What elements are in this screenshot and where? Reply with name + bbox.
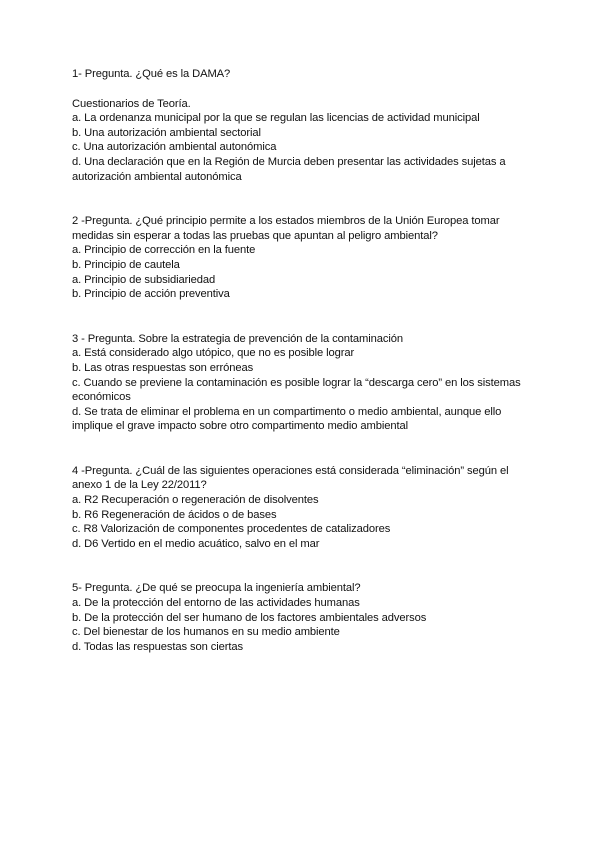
option: b. Una autorización ambiental sectorial <box>72 126 261 139</box>
question-1-subtitle: Cuestionarios de Teoría. <box>72 97 191 110</box>
question-5-title: 5- Pregunta. ¿De qué se preocupa la ingeniería ambiental? <box>72 582 361 595</box>
question-5-options <box>72 596 532 654</box>
question-4 <box>72 464 532 552</box>
option: b. R6 Regeneración de ácidos o de bases <box>72 508 277 521</box>
option: b. Principio de acción preventiva <box>72 288 230 301</box>
question-1 <box>72 67 532 184</box>
option: a. Está considerado algo utópico, que no es posible lograr <box>72 347 355 360</box>
question-1-title: 1- Pregunta. ¿Qué es la DAMA? <box>72 68 231 80</box>
option: d. D6 Vertido en el medio acuático, salvo en el mar <box>72 537 320 550</box>
option: d. Se trata de eliminar el problema en un compartimento o medio ambiental, aunque ello implique el grave impacto sobre otro compartimento medio ambiental <box>72 405 502 433</box>
option: c. Cuando se previene la contaminación es posible lograr la “descarga cero” en los sistemas económicos <box>72 376 521 404</box>
document-page <box>72 67 532 654</box>
question-2-title: 2 -Pregunta. ¿Qué principio permite a los estados miembros de la Unión Europea tomar medidas sin esperar a todas las pruebas que apuntan al peligro ambiental? <box>72 215 500 242</box>
question-5 <box>72 581 532 654</box>
question-3 <box>72 332 532 434</box>
question-2-options <box>72 243 532 301</box>
option: c. Una autorización ambiental autonómica <box>72 141 277 154</box>
option: a. Principio de corrección en la fuente <box>72 244 256 257</box>
option: c. R8 Valorización de componentes procedentes de catalizadores <box>72 523 391 536</box>
option: b. Las otras respuestas son erróneas <box>72 361 254 374</box>
question-3-title: 3 - Pregunta. Sobre la estrategia de prevención de la contaminación <box>72 332 404 345</box>
option: d. Todas las respuestas son ciertas <box>72 640 244 653</box>
option: a. La ordenanza municipal por la que se regulan las licencias de actividad municipal <box>72 112 480 125</box>
option: b. Principio de cautela <box>72 258 180 271</box>
question-4-options <box>72 493 532 551</box>
option: b. De la protección del ser humano de los factores ambientales adversos <box>72 611 427 624</box>
question-2 <box>72 214 532 302</box>
question-3-options <box>72 346 532 434</box>
question-4-title: 4 -Pregunta. ¿Cuál de las siguientes operaciones está considerada “eliminación” según el anexo 1 de la Ley 22/2011? <box>72 464 509 492</box>
option: a. R2 Recuperación o regeneración de disolventes <box>72 494 319 507</box>
option: a. De la protección del entorno de las actividades humanas <box>72 597 360 610</box>
option: c. Del bienestar de los humanos en su medio ambiente <box>72 626 340 639</box>
question-1-options <box>72 111 532 184</box>
option: d. Una declaración que en la Región de Murcia deben presentar las actividades sujetas a autorización ambiental autonómica <box>72 155 506 183</box>
option: a. Principio de subsidiariedad <box>72 273 216 286</box>
